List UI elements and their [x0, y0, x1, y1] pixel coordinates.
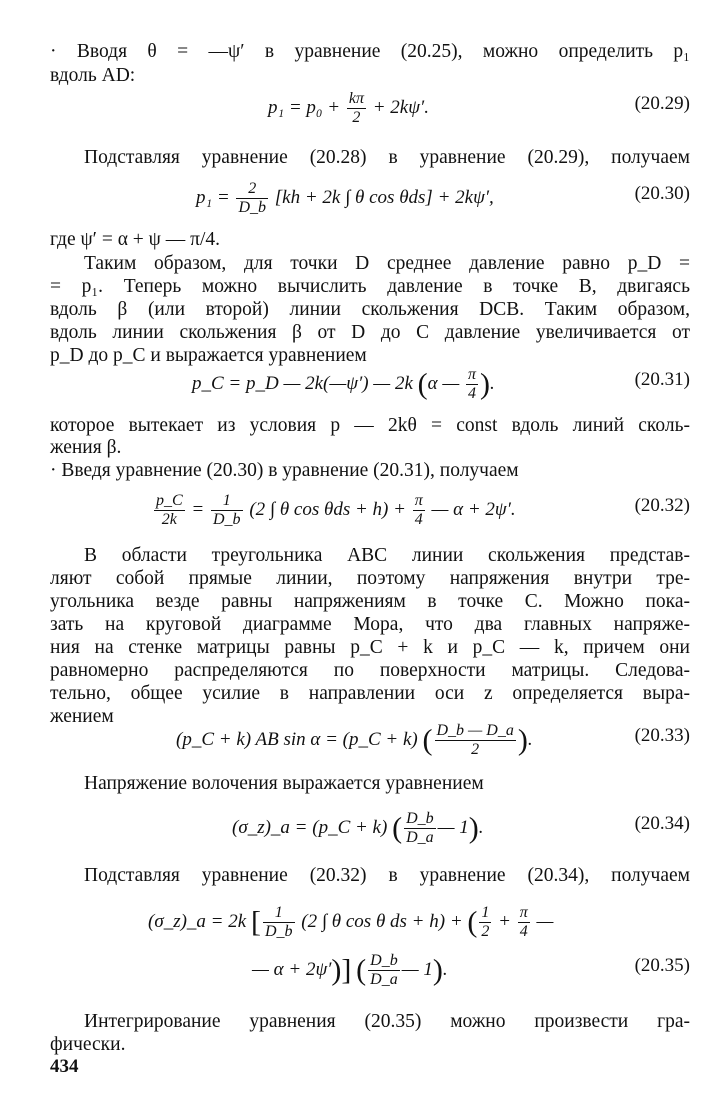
equation-lhs: (p_C + k) AB sin α = (p_C + k) [176, 728, 418, 750]
plus-sign: + [498, 910, 511, 932]
text-line: ляют собой прямые линии, поэтому напряжения внутри тре- [50, 568, 690, 589]
fraction-denominator: 4 [468, 385, 476, 402]
right-paren: ) [517, 723, 528, 757]
fraction-denominator: D_b [238, 199, 266, 216]
equation-tail: . [527, 728, 533, 750]
text-line: угольника везде равны напряжениям в точке C. Можно пока- [50, 591, 690, 612]
fraction-denominator: D_b [264, 923, 293, 940]
fraction [154, 492, 185, 529]
fraction [404, 810, 436, 847]
fraction [236, 180, 268, 217]
equation-20-32 [152, 492, 516, 529]
fraction-denominator: 2 [471, 741, 480, 758]
text-line: где ψ′ = α + ψ — π/4. [50, 229, 221, 250]
right-paren: ) [468, 811, 479, 845]
equation-20-34 [232, 810, 484, 847]
fraction-denominator: 2 [481, 923, 490, 940]
fraction [518, 904, 530, 941]
text-line: = p₁. Теперь можно вычислить давление в точке B, двигаясь [50, 276, 690, 297]
equation-number: (20.30) [634, 183, 690, 204]
left-paren: ( [467, 905, 478, 939]
equals-sign: = [191, 498, 205, 520]
equation-inner: — 1 [401, 958, 433, 980]
equation-20-35-line-2 [252, 952, 448, 989]
equation-inner: α — [427, 372, 460, 394]
right-paren: ) [432, 953, 443, 987]
left-paren: ( [356, 953, 367, 987]
text-line: Таким образом, для точки D среднее давление равно p_D = [84, 253, 690, 274]
text-line: ния на стенке матрицы равны p_C + k и p_C — k, причем они [50, 637, 690, 658]
text-line: равномерно распределяются по поверхности матрицы. Следова- [50, 660, 690, 681]
equation-number: (20.32) [634, 495, 690, 516]
fraction-denominator: D_a [406, 829, 434, 846]
right-paren: ) [480, 367, 491, 401]
fraction-numerator: p_C [156, 492, 183, 509]
equation-number: (20.29) [634, 93, 690, 114]
fraction [368, 952, 400, 989]
equation-lhs: p₁ = p₀ + [268, 96, 341, 118]
fraction [347, 90, 366, 127]
equation-rhs: + 2kψ′. [372, 96, 429, 118]
text-line: вдоль линии скольжения β от D до C давление увеличивается от [50, 322, 690, 343]
equation-tail: — [536, 910, 554, 932]
fraction-numerator: 1 [263, 904, 295, 923]
equation-number: (20.33) [634, 725, 690, 746]
fraction [211, 492, 243, 529]
equation-number: (20.31) [634, 369, 690, 390]
left-bracket: [ [250, 905, 261, 939]
text-line: Интегрирование уравнения (20.35) можно произвести гра- [84, 1011, 690, 1032]
text-line: Подставляя уравнение (20.32) в уравнение (20.34), получаем [84, 865, 690, 886]
fraction [479, 904, 491, 941]
equation-20-29 [268, 90, 429, 127]
fraction [435, 722, 516, 759]
equation-number: (20.35) [634, 955, 690, 976]
text-line: жением [50, 706, 114, 727]
equation-lhs: p₁ = [196, 186, 230, 208]
text-line: тельно, общее усилие в направлении оси z определяется выра- [50, 683, 690, 704]
text-line: · Вводя θ = —ψ′ в уравнение (20.25), можно определить p₁ [50, 41, 690, 62]
text-line: Напряжение волочения выражается уравнением [84, 773, 484, 794]
equation-inner: — 1 [437, 816, 469, 838]
equation-lhs: (σ_z)_a = 2k [148, 910, 247, 932]
text-line: В области треугольника ABC линии скольжения представ- [84, 545, 690, 566]
equation-lhs: (σ_z)_a = (p_C + k) [232, 816, 388, 838]
equation-20-35-line-1 [148, 904, 553, 941]
text-line: жения β. [50, 437, 122, 458]
equation-number: (20.34) [634, 813, 690, 834]
fraction-denominator: 4 [414, 511, 423, 528]
equation-20-33 [176, 722, 533, 759]
fraction-numerator: D_b [406, 810, 434, 827]
left-paren: ( [392, 811, 403, 845]
fraction-denominator: 2 [352, 109, 361, 126]
fraction-denominator: 2k [161, 511, 177, 528]
right-paren: )] [331, 953, 352, 987]
equation-tail: . [490, 372, 495, 394]
fraction-numerator: 2 [236, 180, 268, 199]
page-number: 434 [50, 1056, 79, 1077]
left-paren: ( [422, 723, 433, 757]
equation-20-31 [192, 366, 495, 403]
text-line: вдоль AD: [50, 65, 136, 86]
text-line: вдоль β (или второй) линии скольжения DCB. Таким образом, [50, 299, 690, 320]
equation-middle: (2 ∫ θ cos θds + h) + [249, 498, 406, 520]
fraction-denominator: 4 [519, 923, 528, 940]
fraction [466, 366, 478, 403]
fraction-numerator: D_b [370, 952, 398, 969]
equation-20-30 [196, 180, 494, 217]
fraction-denominator: D_a [370, 971, 398, 988]
text-line: · Введя уравнение (20.30) в уравнение (20.31), получаем [50, 460, 519, 481]
fraction-numerator: π [414, 492, 423, 509]
equation-lhs: p_C = p_D — 2k(—ψ′) — 2k [192, 372, 413, 394]
equation-tail: . [478, 816, 484, 838]
fraction [413, 492, 425, 529]
equation-rhs: [kh + 2k ∫ θ cos θds] + 2kψ′, [274, 186, 494, 208]
text-line: Подставляя уравнение (20.28) в уравнение (20.29), получаем [84, 147, 690, 168]
fraction-numerator: π [468, 366, 477, 383]
text-line: p_D до p_C и выражается уравнением [50, 345, 367, 366]
fraction-numerator: π [519, 904, 528, 921]
fraction [263, 904, 295, 941]
left-paren: ( [417, 367, 428, 401]
equation-middle: (2 ∫ θ cos θ ds + h) + [301, 910, 463, 932]
equation-lhs: — α + 2ψ′ [252, 958, 332, 980]
fraction-numerator: 1 [481, 904, 490, 921]
equation-tail: . [442, 958, 448, 980]
fraction-denominator: D_b [213, 511, 241, 528]
fraction-numerator: 1 [211, 492, 243, 511]
text-line: зать на круговой диаграмме Мора, что два главных напряже- [50, 614, 690, 635]
text-line: фически. [50, 1034, 126, 1055]
equation-rhs: — α + 2ψ′. [431, 498, 516, 520]
fraction-numerator: kπ [348, 90, 364, 107]
fraction-numerator: D_b — D_a [436, 722, 514, 739]
text-line: которое вытекает из условия p — 2kθ = const вдоль линий сколь- [50, 415, 690, 436]
